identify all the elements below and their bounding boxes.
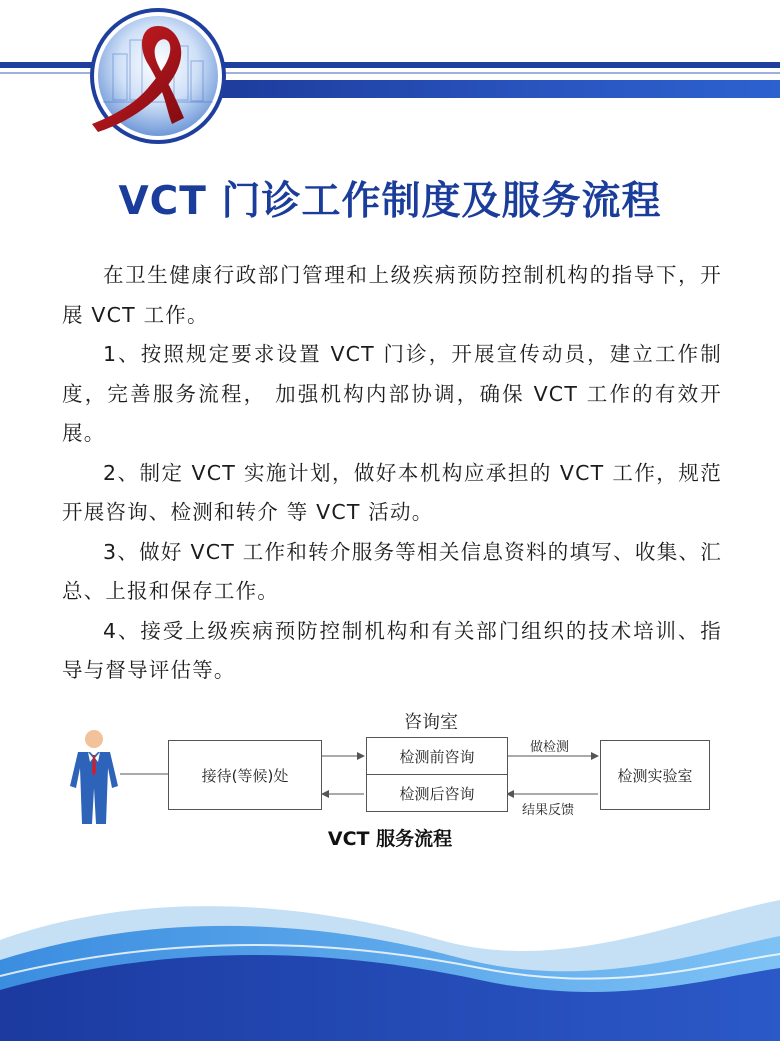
rule-paragraph-4: 4、接受上级疾病预防控制机构和有关部门组织的技术培训、指导与督导评估等。 [62, 618, 722, 682]
flow-caption: VCT 服务流程 [327, 828, 453, 850]
page-title: VCT 门诊工作制度及服务流程 [118, 179, 662, 224]
decorative-waves [0, 880, 780, 1041]
rule-paragraph-3: 3、做好 VCT 工作和转介服务等相关信息资料的填写、收集、汇总、上报和保存工作。 [62, 539, 722, 603]
red-ribbon-icon [88, 6, 228, 146]
lab-box: 检测实验室 [600, 740, 710, 810]
pre-consult-box: 检测前咨询 [366, 737, 508, 775]
policy-text [62, 256, 722, 691]
to-lab-label: 做检测 [530, 740, 570, 755]
from-lab-label: 结果反馈 [522, 803, 575, 818]
service-flow-diagram [0, 700, 780, 860]
intro-paragraph: 在卫生健康行政部门管理和上级疾病预防控制机构的指导下，开展 VCT 工作。 [62, 263, 722, 327]
rule-paragraph-2: 2、制定 VCT 实施计划，做好本机构应承担的 VCT 工作，规范开展咨询、检测和转介 等 VCT 活动。 [62, 460, 722, 524]
header-blue-band [215, 80, 780, 98]
businessman-icon [66, 728, 122, 824]
room-label: 咨询室 [404, 712, 458, 733]
post-consult-box: 检测后咨询 [366, 774, 508, 812]
rule-paragraph-1: 1、按照规定要求设置 VCT 门诊，开展宣传动员，建立工作制度，完善服务流程， 加强机构内部协调，确保 VCT 工作的有效开展。 [62, 342, 722, 445]
reception-box: 接待(等候)处 [168, 740, 322, 810]
